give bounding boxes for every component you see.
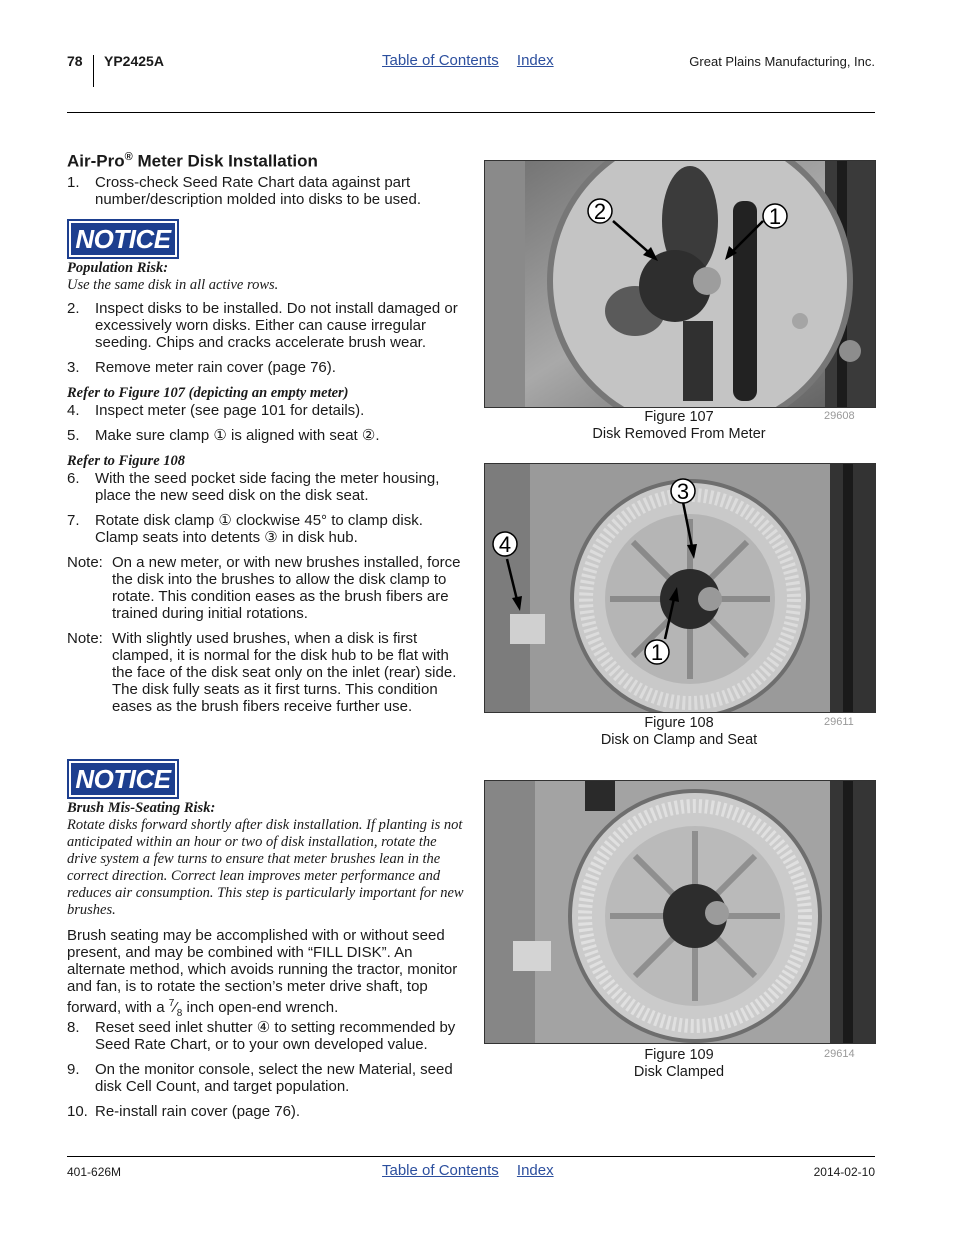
notice-2-text: Brush Mis-Seating Risk: Rotate disks forward shortly after disk installation. If planting is not anticipated within an hour or two of disk installation, rotate the drive system a few turns to ensure that meter brushes lean in the correct direction. Correct lean improves meter performance and reduces air consumption. This step is particularly important for new brushes. — [67, 800, 464, 918]
index-link[interactable]: Index — [516, 52, 554, 69]
steps-8-10: 8. Reset seed inlet shutter ④ to setting recommended by Seed Rate Chart, or to your own developed value. 9. On the monitor console, select the new Material, seed disk Cell Count, and target population. 10. Re-install rain cover (page 76). — [67, 1019, 456, 1120]
notice-badge-1: NOTICE — [69, 221, 177, 257]
notice-badge-2: NOTICE — [69, 761, 177, 797]
figure-109-photo — [484, 780, 876, 1044]
page-number: 78 — [67, 53, 83, 69]
header-rule — [67, 112, 875, 113]
steps-2-3: 2. Inspect disks to be installed. Do not install damaged or excessively worn disks. Either can cause irregular seeding. Chips and cracks accelerate brush wear. 3. Remove meter rain cover (page 76). — [67, 300, 458, 376]
footer-date: 2014-02-10 — [813, 1165, 875, 1179]
footer-nav — [382, 1162, 568, 1179]
notice-1-text: Population Risk: Use the same disk in all active rows. — [67, 260, 279, 293]
brush-seating-paragraph: Brush seating may be accomplished with or without seed present, and may be combined with “FILL DISK”. An alternate method, which avoids running the tractor, monitor and fan, is to rotate the section’s meter drive shaft, top forward, with a $^7⁄_8$ inch open-end wrench. — [67, 927, 458, 1019]
doc-code: YP2425A — [104, 53, 164, 69]
toc-link[interactable]: Table of Contents — [382, 52, 499, 69]
section-title-block — [67, 149, 467, 170]
callout-3: 3 — [676, 479, 690, 504]
callout-4: 4 — [498, 532, 512, 557]
footer-index-link[interactable]: Index — [516, 1162, 554, 1179]
steps-4-5: 4. Inspect meter (see page 101 for details). 5. Make sure clamp ① is aligned with seat ②. — [67, 402, 380, 444]
footer-doc-id: 401-626M — [67, 1165, 122, 1179]
figure-107-photo — [484, 160, 876, 408]
footer-toc-link[interactable]: Table of Contents — [382, 1162, 499, 1179]
callout-1: 1 — [768, 204, 782, 229]
ref-figure-108: Refer to Figure 108 — [67, 453, 186, 469]
figure-109-number: 29614 — [824, 1048, 855, 1060]
figure-108-number: 29611 — [824, 716, 854, 728]
company-name: Great Plains Manufacturing, Inc. — [689, 54, 875, 69]
figure-107-caption: Figure 107 Disk Removed From Meter — [592, 409, 766, 442]
figure-108-photo — [484, 463, 876, 713]
steps-6-7-notes: 6. With the seed pocket side facing the meter housing, place the new seed disk on the disk seat. 7. Rotate disk clamp ① clockwise 45° to clamp disk. Clamp seats into detents ③ in disk hub. Note: On a new meter, or with new brushes installed, force the disk into the brushes to allow the disk clamp to rotate. This condition eases as the brush fibers are trained during initial rotations. Note: With slightly used brushes, when a disk is first clamped, it is normal for the disk hub to be flat with the face of the disk seat only on the inlet (rear) side. The disk fully seats as it first turns. This condition eases as the brush fibers receive further use. — [67, 470, 461, 715]
figure-108-caption: Figure 108 Disk on Clamp and Seat — [600, 715, 758, 748]
header-nav — [382, 52, 568, 69]
header-divider — [93, 55, 94, 87]
callout-1: 1 — [650, 640, 664, 665]
callout-2: 2 — [593, 199, 607, 224]
step-1: 1. Cross-check Seed Rate Chart data against part number/description molded into disks to be used. — [67, 174, 422, 208]
ref-figure-107: Refer to Figure 107 (depicting an empty meter) — [67, 385, 349, 401]
section-title: Air-Pro® Meter Disk Installation — [67, 151, 318, 171]
figure-109-caption: Figure 109 Disk Clamped — [633, 1047, 725, 1080]
footer-rule — [67, 1156, 875, 1157]
figure-107-number: 29608 — [824, 410, 855, 422]
